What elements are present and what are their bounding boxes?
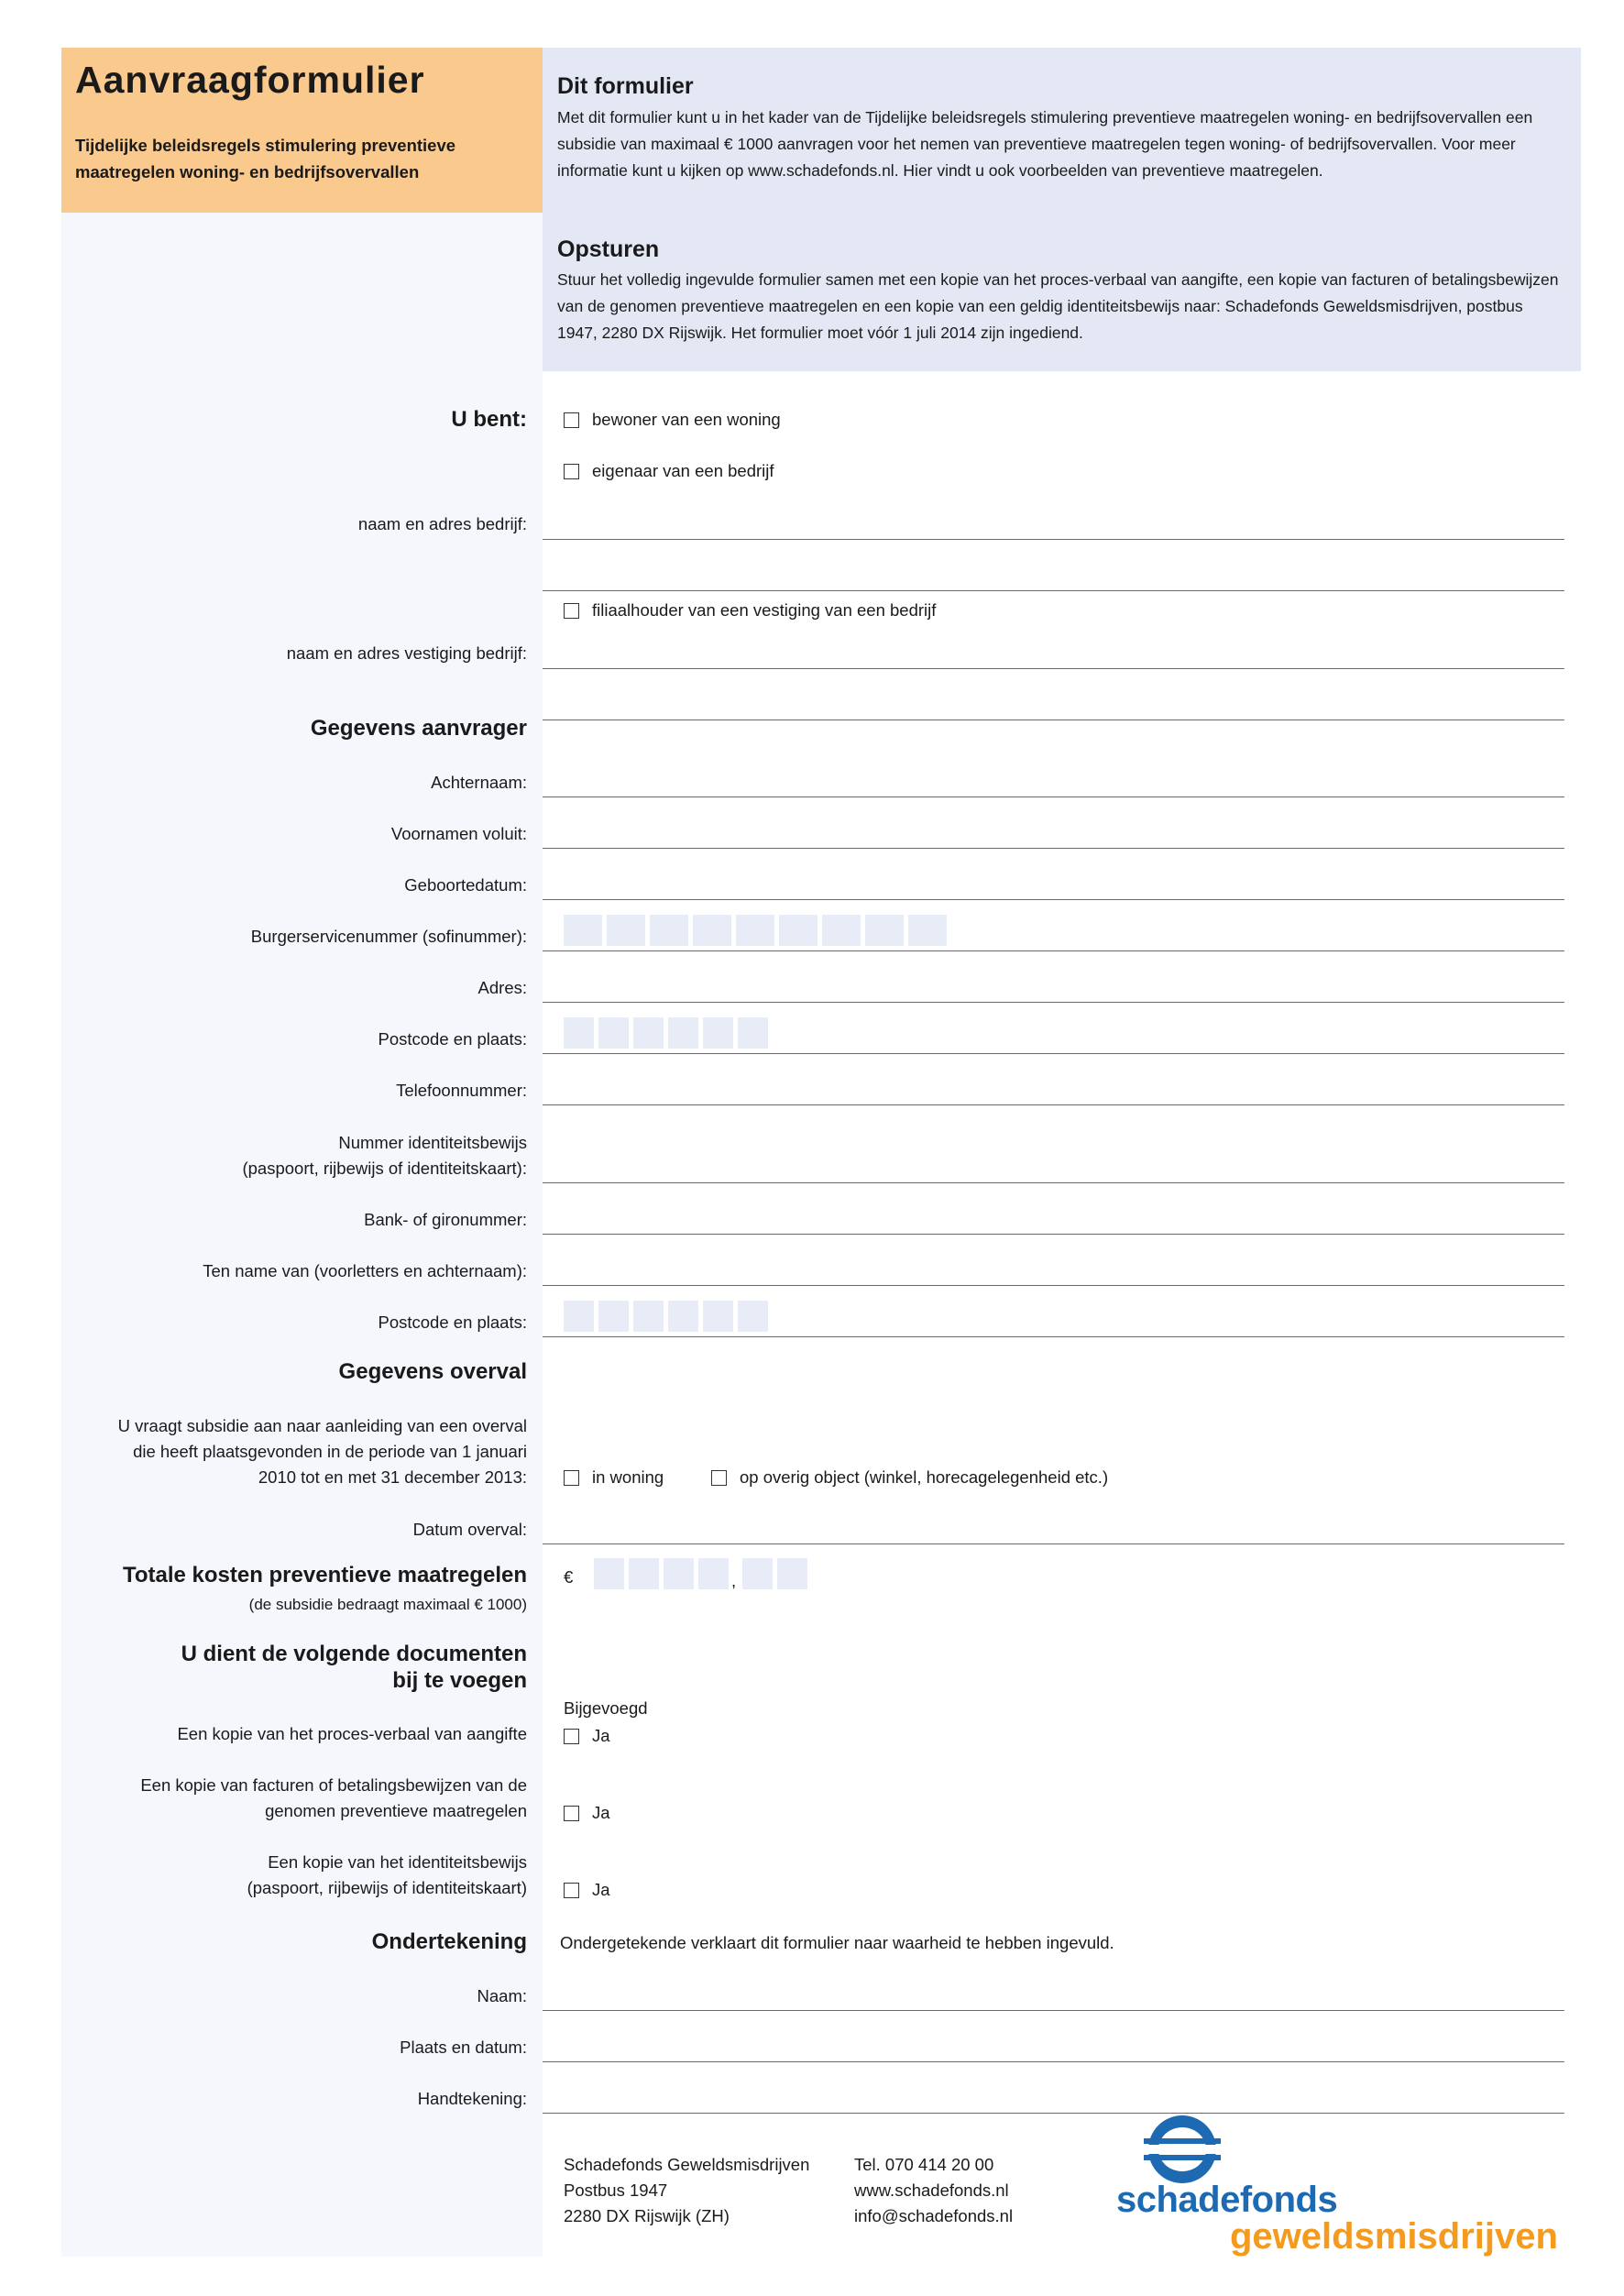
doc2-label-line2: genomen preventieve maatregelen <box>265 1801 527 1820</box>
footer-city: 2280 DX Rijswijk (ZH) <box>564 2206 730 2225</box>
bewoner-checkbox[interactable] <box>564 412 579 428</box>
gegevens-overval-heading: Gegevens overval <box>338 1359 527 1384</box>
doc1-ja-checkbox[interactable] <box>564 1729 579 1744</box>
totale-kosten-note: (de subsidie bedraagt maximaal € 1000) <box>248 1596 527 1613</box>
in-woning-checkbox[interactable] <box>564 1470 579 1486</box>
doc1-ja-label: Ja <box>592 1726 610 1745</box>
bsn-digit-boxes[interactable] <box>564 915 947 946</box>
doc3-ja-label: Ja <box>592 1880 610 1899</box>
voornamen-field[interactable] <box>543 848 1564 849</box>
naam-adres-bedrijf-label: naam en adres bedrijf: <box>357 514 527 533</box>
doc2-label-line1: Een kopie van facturen of betalingsbewijzen van de <box>140 1775 527 1795</box>
page-subtitle: Tijdelijke beleidsregels stimulering preventieve maatregelen woning- en bedrijfsovervallen <box>75 136 456 181</box>
ondertekening-heading: Ondertekening <box>371 1929 527 1954</box>
footer-tel: Tel. 070 414 20 00 <box>854 2155 994 2174</box>
decimal-separator: , <box>731 1571 737 1590</box>
totale-kosten-heading: Totale kosten preventieve maatregelen <box>122 1563 527 1587</box>
page-title: Aanvraagformulier <box>75 59 425 101</box>
geboortedatum-field[interactable] <box>543 899 1564 900</box>
id-nummer-field[interactable] <box>543 1182 1564 1183</box>
id-nummer-label-line1: Nummer identiteitsbewijs <box>338 1133 527 1152</box>
opsturen-heading: Opsturen <box>557 236 660 262</box>
logo-wordmark-geweldsmisdrijven: geweldsmisdrijven <box>1230 2216 1558 2257</box>
overig-object-checkbox[interactable] <box>711 1470 727 1486</box>
dit-formulier-heading: Dit formulier <box>557 73 694 99</box>
bsn-field[interactable] <box>543 950 1564 951</box>
footer-web[interactable]: www.schadefonds.nl <box>854 2181 1009 2200</box>
documenten-heading-line1: U dient de volgende documenten <box>181 1642 527 1666</box>
footer-postbus: Postbus 1947 <box>564 2181 668 2200</box>
overig-object-label: op overig object (winkel, horecagelegenheid etc.) <box>740 1467 1109 1487</box>
ten-name-van-field[interactable] <box>543 1285 1564 1286</box>
overval-question-line2: die heeft plaatsgevonden in de periode van 1 januari <box>133 1442 527 1461</box>
bank-label: Bank- of gironummer: <box>364 1210 527 1229</box>
kosten-cent-boxes[interactable] <box>742 1558 807 1589</box>
handtekening-field[interactable] <box>543 2113 1564 2114</box>
dit-formulier-text: Met dit formulier kunt u in het kader van de Tijdelijke beleidsregels stimulering preventieve maatregelen woning- en bedrijfsovervallen een subsidie van maximaal € 1000 aanvragen voor het nemen van preventieve maatregelen tegen woning- of bedrijfsovervallen. Voor meer informatie kunt u kijken op www.schadefonds.nl. Hier vindt u ook voorbeelden van preventieve maatregelen. <box>557 108 1533 180</box>
bsn-label: Burgerservicenummer (sofinummer): <box>250 927 527 946</box>
overval-question-line1: U vraagt subsidie aan naar aanleiding van een overval <box>117 1416 527 1435</box>
schadefonds-logo-icon <box>1136 2113 1228 2186</box>
naam-adres-vestiging-label: naam en adres vestiging bedrijf: <box>286 643 527 663</box>
datum-overval-field[interactable] <box>543 1543 1564 1544</box>
naam-adres-bedrijf-field-2[interactable] <box>543 590 1564 591</box>
doc2-ja-label: Ja <box>592 1803 610 1822</box>
handtekening-label: Handtekening: <box>417 2089 527 2108</box>
u-bent-heading: U bent: <box>451 407 527 432</box>
achternaam-label: Achternaam: <box>431 773 527 792</box>
datum-overval-label: Datum overval: <box>412 1520 527 1539</box>
footer-org: Schadefonds Geweldsmisdrijven <box>564 2155 810 2174</box>
adres-label: Adres: <box>477 978 527 997</box>
doc3-label-line2: (paspoort, rijbewijs of identiteitskaart) <box>247 1878 527 1897</box>
gegevens-aanvrager-heading: Gegevens aanvrager <box>310 716 527 741</box>
id-nummer-label-line2: (paspoort, rijbewijs of identiteitskaart): <box>242 1159 527 1178</box>
documenten-heading-line2: bij te voegen <box>392 1668 527 1693</box>
postcode-plaats-2-label: Postcode en plaats: <box>378 1313 527 1332</box>
opsturen-text: Stuur het volledig ingevulde formulier samen met een kopie van het proces-verbaal van aangifte, een kopie van facturen of betalingsbewijzen van de genomen preventieve maatregelen en een kopie van een geldig identiteitsbewijs naar: Schadefonds Geweldsmisdrijven, postbus 1947, 2280 DX Rijswijk. Het formulier moet vóór 1 juli 2014 zijn ingediend. <box>557 270 1559 342</box>
eigenaar-label: eigenaar van een bedrijf <box>592 461 774 480</box>
achternaam-field[interactable] <box>543 796 1564 797</box>
kosten-euro-boxes[interactable] <box>594 1558 729 1589</box>
eigenaar-checkbox[interactable] <box>564 464 579 479</box>
telefoon-field[interactable] <box>543 1104 1564 1105</box>
naam-adres-bedrijf-field-1[interactable] <box>543 539 1564 540</box>
doc3-ja-checkbox[interactable] <box>564 1883 579 1898</box>
footer-email[interactable]: info@schadefonds.nl <box>854 2206 1014 2225</box>
voornamen-label: Voornamen voluit: <box>390 824 527 843</box>
postcode-plaats-field[interactable] <box>543 1053 1564 1054</box>
overval-question-line3: 2010 tot en met 31 december 2013: <box>258 1467 527 1487</box>
doc1-label: Een kopie van het proces-verbaal van aangifte <box>177 1724 527 1743</box>
filiaalhouder-checkbox[interactable] <box>564 603 579 619</box>
in-woning-label: in woning <box>592 1467 664 1487</box>
bijgevoegd-label: Bijgevoegd <box>564 1698 648 1718</box>
postcode-boxes[interactable] <box>564 1017 768 1049</box>
filiaalhouder-label: filiaalhouder van een vestiging van een bedrijf <box>592 600 937 620</box>
plaats-datum-field[interactable] <box>543 2061 1564 2062</box>
euro-sign: € <box>564 1567 574 1587</box>
doc2-ja-checkbox[interactable] <box>564 1806 579 1821</box>
ondertekening-statement: Ondergetekende verklaart dit formulier naar waarheid te hebben ingevuld. <box>560 1933 1114 1952</box>
plaats-datum-label: Plaats en datum: <box>400 2038 527 2057</box>
bewoner-label: bewoner van een woning <box>592 410 781 429</box>
postcode-2-boxes[interactable] <box>564 1301 768 1332</box>
doc3-label-line1: Een kopie van het identiteitsbewijs <box>268 1852 527 1872</box>
naam-label: Naam: <box>477 1986 527 2005</box>
postcode-plaats-label: Postcode en plaats: <box>378 1029 527 1049</box>
naam-field[interactable] <box>543 2010 1564 2011</box>
telefoon-label: Telefoonnummer: <box>396 1081 527 1100</box>
ten-name-van-label: Ten name van (voorletters en achternaam): <box>203 1261 527 1280</box>
bank-field[interactable] <box>543 1234 1564 1235</box>
adres-field[interactable] <box>543 1002 1564 1003</box>
geboortedatum-label: Geboortedatum: <box>404 875 527 895</box>
naam-adres-vestiging-field-1[interactable] <box>543 668 1564 669</box>
postcode-plaats-2-field[interactable] <box>543 1336 1564 1337</box>
logo-wordmark-schadefonds: schadefonds <box>1116 2180 1338 2220</box>
